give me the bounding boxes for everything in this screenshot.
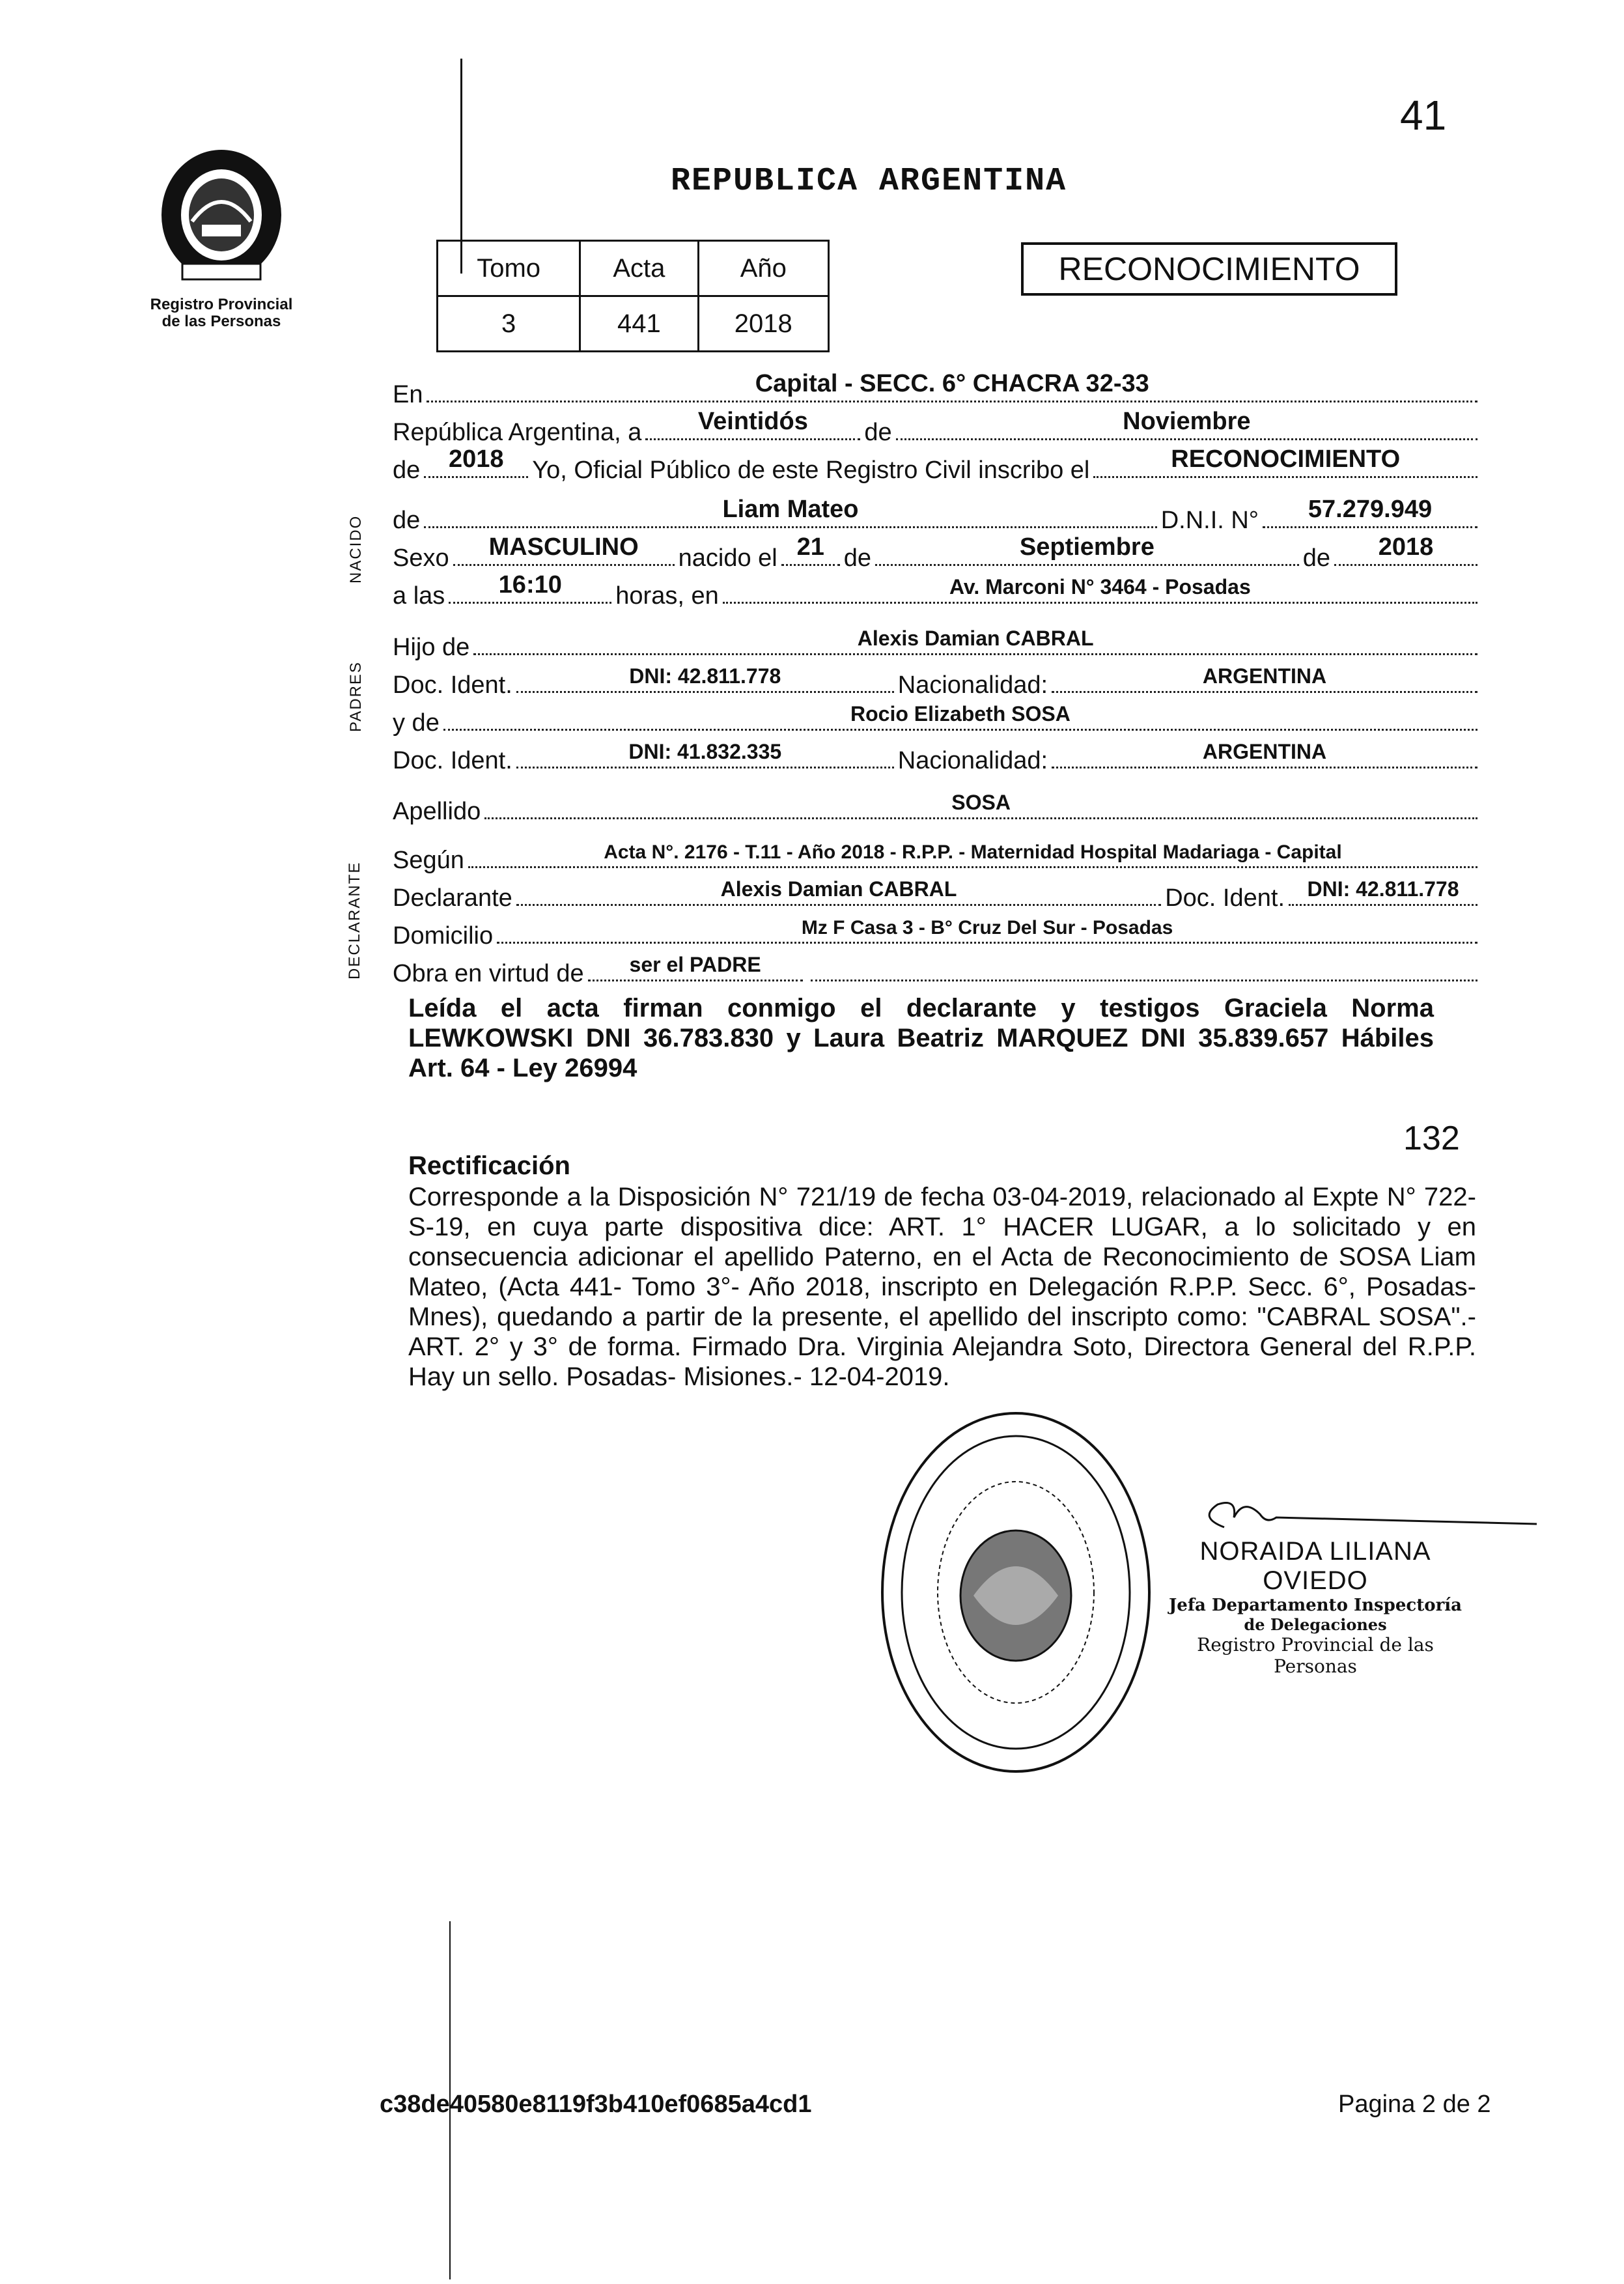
value-mes: Noviembre (1123, 408, 1251, 435)
signature-scribble (1185, 1491, 1537, 1537)
row-padre-doc (393, 665, 1481, 703)
row-hora (393, 571, 1481, 613)
label-de-mes: de (864, 419, 892, 446)
field-padre-nac (1052, 665, 1477, 693)
value-lugar: Av. Marconi N° 3464 - Posadas (949, 575, 1251, 599)
label-padre-nac: Nacionalidad: (897, 671, 1048, 699)
tomo-value: 3 (438, 296, 580, 352)
label-madre-doc: Doc. Ident. (393, 747, 512, 774)
side-label-nacido: NACIDO (347, 515, 365, 584)
value-madre-nac: ARGENTINA (1202, 740, 1327, 763)
acta-value: 441 (580, 296, 698, 352)
value-nombre: Liam Mateo (722, 496, 859, 523)
label-madre-nac: Nacionalidad: (897, 747, 1048, 774)
label-sexo: Sexo (393, 544, 449, 572)
value-en: Capital - SECC. 6° CHACRA 32-33 (755, 370, 1149, 397)
value-sexo: MASCULINO (488, 533, 639, 561)
value-padre: Alexis Damian CABRAL (857, 627, 1094, 650)
signer-title-line3: Registro Provincial de las Personas (1197, 1634, 1434, 1677)
value-declarante-doc: DNI: 42.811.778 (1307, 877, 1459, 901)
tomo-header: Tomo (438, 241, 580, 296)
row-segun (393, 840, 1481, 878)
row-madre-doc (393, 740, 1481, 778)
value-declarante: Alexis Damian CABRAL (720, 877, 957, 901)
field-acto (1093, 445, 1477, 478)
side-label-padres: PADRES (347, 661, 365, 732)
field-sexo (453, 533, 675, 566)
row-yo (393, 445, 1481, 488)
label-de-nombre: de (393, 507, 421, 534)
value-nacido-mes: Septiembre (1019, 533, 1155, 561)
value-padre-doc: DNI: 42.811.778 (629, 664, 781, 688)
field-hora (449, 571, 611, 604)
field-padre-doc (516, 665, 894, 693)
label-yo: Yo, Oficial Público de este Registro Civil inscribo el (532, 457, 1090, 484)
label-de-nacido-anio: de (1302, 544, 1330, 572)
field-anio (424, 445, 528, 478)
label-republica: República Argentina, a (393, 419, 642, 446)
label-segun: Según (393, 847, 464, 874)
signer-title-line2: de Delegaciones (1244, 1615, 1387, 1634)
signer-name: NORAIDA LILIANA OVIEDO (1199, 1537, 1431, 1595)
rectificacion-body: Corresponde a la Disposición N° 721/19 de fecha 03-04-2019, relacionado al Expte N° 722-S-19, en cuya parte dispositiva dice: ART. 1° HACER LUGAR, a lo solicitado y en consecuencia adicionar el apellido Paterno, en el Acta de Reconocimiento de SOSA Liam Mateo, (Acta 441- Tomo 3°- Año 2018, inscripto en Delegación R.P.P. Secc. 6°, Posadas-Mnes), quedando a partir de la presente, el apellido del inscripto como: "CABRAL SOSA".- ART. 2° y 3° de forma. Firmado Dra. Virginia Alejandra Soto, Directora General del R.P.P. Hay un sello. Posadas- Misiones.- 12-04-2019. (408, 1183, 1476, 1391)
field-madre (443, 703, 1477, 731)
field-mes (896, 408, 1477, 440)
value-padre-nac: ARGENTINA (1202, 664, 1327, 688)
value-anio: 2018 (449, 445, 504, 473)
row-hijo (393, 627, 1481, 665)
value-nacido-dia: 21 (796, 533, 824, 561)
row-madre (393, 703, 1481, 740)
label-horas: horas, en (615, 582, 719, 610)
registry-name (117, 296, 326, 330)
rectificacion-number: 132 (1403, 1120, 1460, 1157)
value-apellido: SOSA (951, 791, 1011, 814)
label-declarante: Declarante (393, 884, 512, 912)
field-dia (645, 408, 860, 440)
field-nacido-anio (1334, 533, 1477, 566)
row-declarante (393, 878, 1481, 916)
field-domicilio (497, 916, 1477, 944)
anio-header: Año (698, 241, 828, 296)
value-domicilio: Mz F Casa 3 - B° Cruz Del Sur - Posadas (801, 917, 1173, 938)
field-nombre (424, 496, 1156, 528)
value-hora: 16:10 (498, 571, 562, 599)
row-nombre (393, 496, 1481, 538)
value-nacido-anio: 2018 (1378, 533, 1434, 561)
field-en (427, 370, 1477, 402)
label-domicilio: Domicilio (393, 922, 494, 950)
tomo-table (436, 240, 830, 352)
value-acto: RECONOCIMIENTO (1171, 445, 1401, 473)
label-obra: Obra en virtud de (393, 960, 584, 987)
field-segun (468, 840, 1477, 868)
field-obra-rest (811, 953, 1477, 981)
province-logo (156, 143, 287, 287)
country-title: REPUBLICA ARGENTINA (671, 163, 1067, 200)
row-domicilio (393, 916, 1481, 953)
label-en: En (393, 381, 423, 408)
field-lugar (723, 576, 1477, 604)
value-dia: Veintidós (697, 408, 808, 435)
page-indicator: Pagina 2 de 2 (1338, 2091, 1491, 2118)
row-republica (393, 408, 1481, 450)
signer-title-line1: Jefa Departamento Inspectoría (1169, 1596, 1462, 1615)
field-nacido-mes (875, 533, 1299, 566)
row-en (393, 370, 1481, 412)
row-obra (393, 953, 1481, 991)
field-nacido-dia (781, 533, 840, 566)
label-declarante-doc: Doc. Ident. (1165, 884, 1285, 912)
label-nacido: nacido el (678, 544, 777, 572)
acta-header: Acta (580, 241, 698, 296)
value-madre-doc: DNI: 41.832.335 (628, 740, 782, 763)
page-number: 41 (1400, 92, 1447, 139)
value-obra: ser el PADRE (629, 953, 761, 976)
label-dni: D.N.I. N° (1160, 507, 1259, 534)
field-dni (1263, 496, 1477, 528)
value-madre: Rocio Elizabeth SOSA (850, 702, 1071, 726)
official-seal (876, 1407, 1156, 1778)
label-de-anio: de (393, 457, 421, 484)
value-dni: 57.279.949 (1308, 496, 1433, 523)
label-de-nacido-mes: de (843, 544, 872, 572)
label-hijo: Hijo de (393, 634, 470, 661)
label-yde: y de (393, 709, 440, 737)
side-label-declarante: DECLARANTE (346, 861, 363, 980)
label-apellido: Apellido (393, 798, 481, 825)
field-declarante-doc (1289, 878, 1477, 906)
document-type-box: RECONOCIMIENTO (1021, 242, 1397, 296)
rectificacion-title: Rectificación (408, 1151, 570, 1180)
field-madre-doc (516, 740, 894, 768)
field-apellido (484, 791, 1477, 819)
document-hash: c38de40580e8119f3b410ef0685a4cd1 (380, 2091, 812, 2118)
anio-value: 2018 (698, 296, 828, 352)
signature-block (1159, 1537, 1472, 1677)
label-padre-doc: Doc. Ident. (393, 671, 512, 699)
leida-paragraph: Leída el acta firman conmigo el declarante y testigos Graciela Norma LEWKOWSKI DNI 36.783.830 y Laura Beatriz MARQUEZ DNI 35.839.657 Hábiles Art. 64 - Ley 26994 (408, 994, 1434, 1082)
field-obra (588, 953, 803, 981)
row-apellido (393, 791, 1481, 829)
registry-line1: Registro Provincial (150, 296, 293, 313)
registry-line2: de las Personas (161, 313, 281, 330)
row-sexo (393, 533, 1481, 576)
field-madre-nac (1052, 740, 1477, 768)
field-padre (473, 627, 1477, 655)
value-segun: Acta N°. 2176 - T.11 - Año 2018 - R.P.P. - Maternidad Hospital Madariaga - Capital (604, 841, 1342, 863)
label-alas: a las (393, 582, 445, 610)
field-declarante (516, 878, 1161, 906)
